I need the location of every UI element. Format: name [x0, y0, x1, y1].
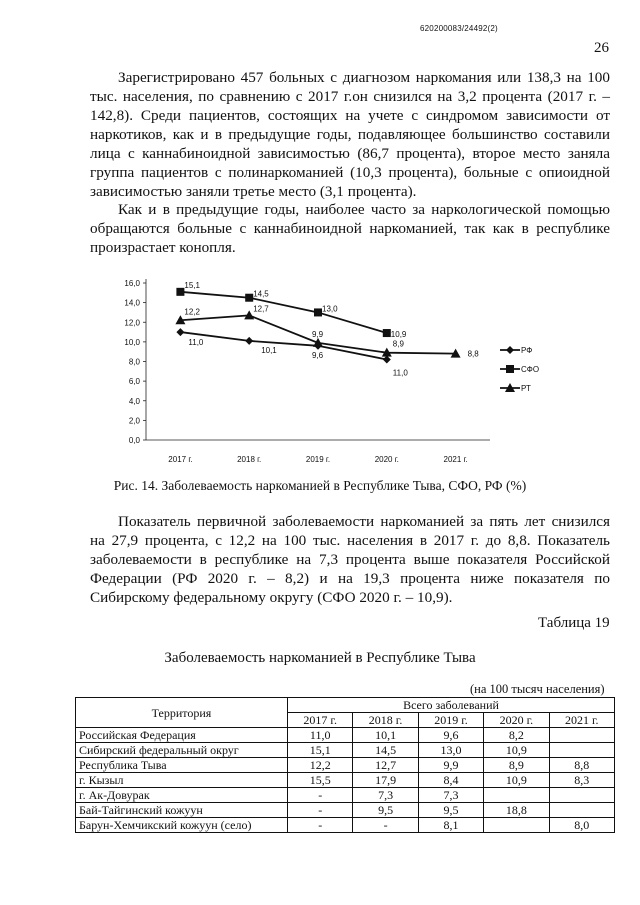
data-label: 11,0 [392, 368, 408, 378]
data-point [383, 329, 391, 337]
table-cell: 8,1 [418, 818, 483, 833]
table-label: Таблица 19 [538, 615, 610, 631]
data-point [314, 308, 322, 316]
data-point [176, 328, 184, 336]
table-row [76, 803, 615, 818]
paragraph-2: Как и в предыдущие годы, наиболее часто за наркологической помощью обращаются больные с каннабиноидной наркоманией, так как в республике произрастает конопля. [90, 201, 610, 256]
table-cell: 12,2 [288, 758, 353, 773]
table-cell [549, 743, 614, 758]
table-cell: 10,9 [484, 743, 549, 758]
table-row [76, 788, 615, 803]
x-tick-label: 2020 г. [374, 455, 399, 464]
table-cell: 18,8 [484, 803, 549, 818]
table-cell: 8,3 [549, 773, 614, 788]
table-cell [484, 818, 549, 833]
table-cell: 14,5 [353, 743, 418, 758]
table-cell: - [288, 818, 353, 833]
table-row [76, 743, 615, 758]
legend-label: РФ [521, 346, 533, 355]
table-cell: 8,9 [484, 758, 549, 773]
row-territory: Бай-Тайгинский кожуун [76, 803, 288, 818]
table-cell [484, 788, 549, 803]
series-line [180, 329, 386, 359]
table-cell: 8,2 [484, 728, 549, 743]
table-cell: 10,9 [484, 773, 549, 788]
table-cell: 11,0 [288, 728, 353, 743]
y-tick-label: 12,0 [124, 318, 140, 328]
data-label: 8,8 [467, 349, 479, 359]
data-point [383, 356, 391, 364]
table-cell: - [288, 788, 353, 803]
table-cell: 9,5 [353, 803, 418, 818]
table-cell: 8,4 [418, 773, 483, 788]
page-number: 26 [594, 40, 609, 56]
table-cell [549, 788, 614, 803]
data-label: 13,0 [322, 304, 338, 314]
figure-caption: Рис. 14. Заболеваемость наркоманией в Республике Тыва, СФО, РФ (%) [113, 478, 527, 493]
data-label: 8,9 [392, 339, 404, 349]
table-cell [549, 728, 614, 743]
legend-marker [506, 365, 514, 373]
header-year: 2021 г. [549, 713, 614, 728]
y-tick-label: 16,0 [124, 279, 140, 288]
table-cell: 17,9 [353, 773, 418, 788]
table-cell: 9,9 [418, 758, 483, 773]
narcomania-chart [110, 270, 540, 470]
paragraph-1: Зарегистрировано 457 больных с диагнозом наркомания или 138,3 на 100 тыс. населения, по сравнению с 2017 г.он снизился на 3,2 процента (2017 г. – 142,8). Среди пациентов, состоящих на учете с синдромом зависимости от наркотиков, как и в предыдущие годы, подавляющее большинство составили лица с каннабиноидной зависимостью (86,7 процента), второе место заняла группа пациентов с полинаркоманией (10,3 процента), больные с опиоидной зависимостью заняли третье место (3,1 процента). [90, 69, 610, 200]
y-tick-label: 10,0 [124, 337, 140, 347]
x-tick-label: 2018 г. [237, 455, 262, 464]
table-cell [549, 803, 614, 818]
y-tick-label: 2,0 [128, 416, 140, 426]
data-point [245, 294, 253, 302]
table-cell: 15,5 [288, 773, 353, 788]
data-label: 12,7 [253, 304, 269, 314]
table-cell: 7,3 [353, 788, 418, 803]
table-row [76, 728, 615, 743]
x-tick-label: 2017 г. [168, 455, 193, 464]
x-tick-label: 2019 г. [305, 455, 331, 464]
data-label: 15,1 [184, 280, 200, 290]
data-label: 10,1 [261, 345, 277, 355]
data-label: 12,2 [184, 307, 200, 317]
table-cell: - [288, 803, 353, 818]
table-cell: 9,6 [418, 728, 483, 743]
table-cell: 12,7 [353, 758, 418, 773]
data-point [176, 288, 184, 296]
table-cell: 7,3 [418, 788, 483, 803]
data-label: 9,9 [312, 329, 324, 339]
row-territory: Сибирский федеральный округ [76, 743, 288, 758]
header-total: Всего заболеваний [288, 698, 615, 713]
table-cell: 8,0 [549, 818, 614, 833]
table-title: Заболеваемость наркоманией в Республике Тыва [164, 650, 476, 666]
row-territory: Барун-Хемчикский кожуун (село) [76, 818, 288, 833]
y-tick-label: 4,0 [128, 396, 140, 406]
row-territory: Российская Федерация [76, 728, 288, 743]
legend-marker [506, 346, 514, 354]
y-tick-label: 14,0 [124, 298, 140, 308]
data-label: 10,9 [390, 330, 407, 340]
table-cell: 10,1 [353, 728, 418, 743]
row-territory: г. Ак-Довурак [76, 788, 288, 803]
table-cell: 15,1 [288, 743, 353, 758]
header-year: 2018 г. [353, 713, 418, 728]
table-cell: 13,0 [418, 743, 483, 758]
header-year: 2017 г. [288, 713, 353, 728]
incidence-table [75, 697, 615, 833]
y-tick-label: 6,0 [128, 377, 140, 387]
data-point [245, 337, 253, 345]
data-label: 9,6 [312, 350, 324, 360]
x-tick-label: 2021 г. [443, 455, 468, 464]
legend-label: РТ [521, 384, 531, 393]
table-cell: 8,8 [549, 758, 614, 773]
legend-label: СФО [521, 365, 540, 374]
header-year: 2020 г. [484, 713, 549, 728]
row-territory: Республика Тыва [76, 758, 288, 773]
table-row [76, 773, 615, 788]
table-unit: (на 100 тысяч населения) [470, 682, 605, 696]
table-cell: - [353, 818, 418, 833]
table-row [76, 758, 615, 773]
series-line [180, 289, 386, 333]
header-territory: Территория [76, 698, 288, 728]
data-label: 11,0 [188, 338, 204, 348]
y-tick-label: 0,0 [128, 436, 140, 445]
row-territory: г. Кызыл [76, 773, 288, 788]
y-tick-label: 8,0 [128, 357, 140, 367]
data-label: 14,5 [253, 289, 269, 299]
header-year: 2019 г. [418, 713, 483, 728]
document-id: 620200083/24492(2) [420, 24, 498, 33]
paragraph-3: Показатель первичной заболеваемости наркоманией за пять лет снизился на 27,9 процента, с 12,2 на 100 тыс. населения в 2017 г. до 8,8. Показатель заболеваемости в республике на 7,3 процента выше показателя Российской Федерации (РФ 2020 г. – 8,2) и на 19,3 процента ниже показателя по Сибирскому федеральному округу (СФО 2020 г. – 10,9). [90, 513, 610, 606]
table-cell: 9,5 [418, 803, 483, 818]
table-row [76, 818, 615, 833]
